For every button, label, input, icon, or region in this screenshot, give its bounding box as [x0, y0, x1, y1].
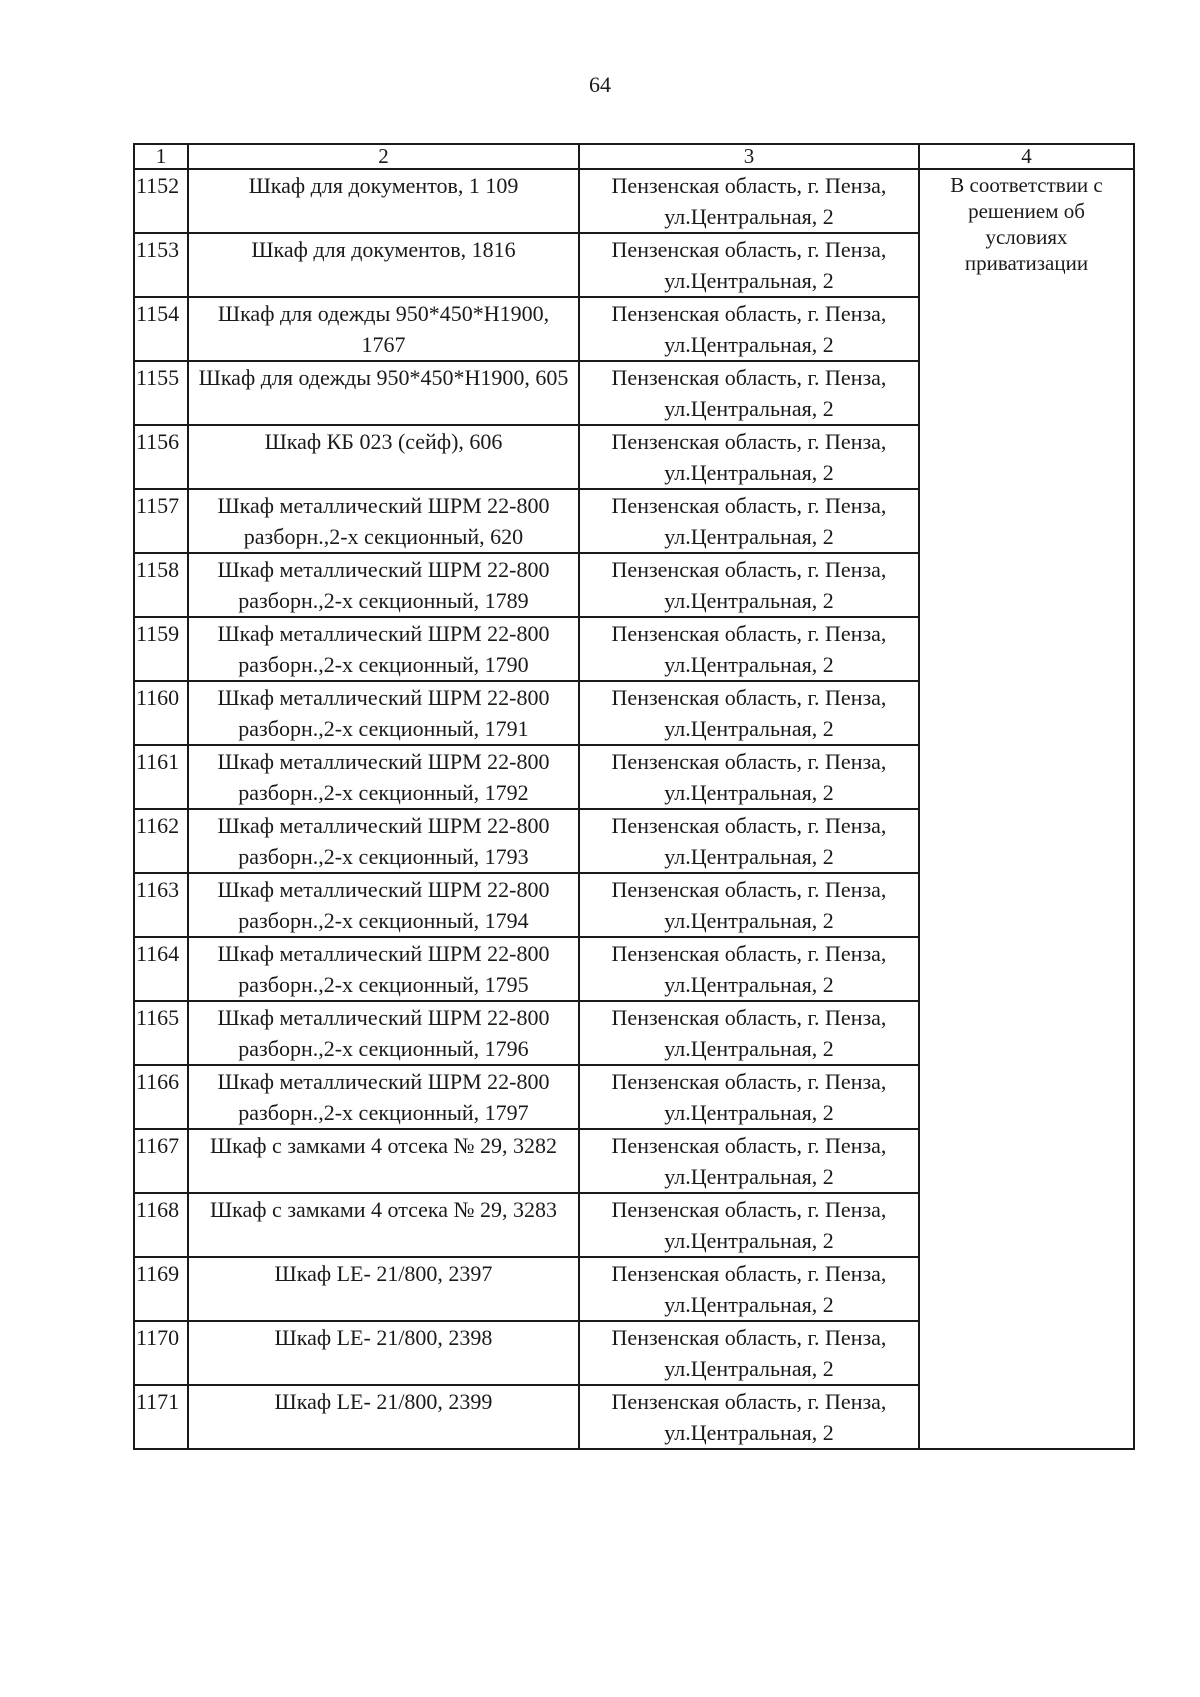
item-name: Шкаф металлический ШРМ 22-800 разборн.,2-х секционный, 1795: [188, 937, 579, 1001]
item-address: Пензенская область, г. Пенза, ул.Центральная, 2: [579, 873, 919, 937]
item-name: Шкаф LE- 21/800, 2397: [188, 1257, 579, 1321]
item-name: Шкаф металлический ШРМ 22-800 разборн.,2-х секционный, 1797: [188, 1065, 579, 1129]
table-header: [134, 144, 1134, 169]
item-address: Пензенская область, г. Пенза, ул.Центральная, 2: [579, 233, 919, 297]
item-address: Пензенская область, г. Пенза, ул.Центральная, 2: [579, 809, 919, 873]
row-number: 1154: [134, 297, 188, 361]
row-number: 1165: [134, 1001, 188, 1065]
page-number: 64: [589, 72, 611, 97]
item-name: Шкаф LE- 21/800, 2398: [188, 1321, 579, 1385]
item-address: Пензенская область, г. Пенза, ул.Центральная, 2: [579, 617, 919, 681]
item-name: Шкаф металлический ШРМ 22-800 разборн.,2-х секционный, 620: [188, 489, 579, 553]
row-number: 1166: [134, 1065, 188, 1129]
item-address: Пензенская область, г. Пенза, ул.Центральная, 2: [579, 681, 919, 745]
item-name: Шкаф с замками 4 отсека № 29, 3283: [188, 1193, 579, 1257]
row-number: 1152: [134, 169, 188, 233]
item-name: Шкаф металлический ШРМ 22-800 разборн.,2-х секционный, 1789: [188, 553, 579, 617]
header-col-2: 2: [188, 144, 579, 169]
item-address: Пензенская область, г. Пенза, ул.Центральная, 2: [579, 1193, 919, 1257]
header-col-1: 1: [134, 144, 188, 169]
row-number: 1158: [134, 553, 188, 617]
item-address: Пензенская область, г. Пенза, ул.Центральная, 2: [579, 169, 919, 233]
item-address: Пензенская область, г. Пенза, ул.Центральная, 2: [579, 1129, 919, 1193]
row-number: 1168: [134, 1193, 188, 1257]
header-col-3: 3: [579, 144, 919, 169]
row-number: 1171: [134, 1385, 188, 1449]
item-address: Пензенская область, г. Пенза, ул.Центральная, 2: [579, 1065, 919, 1129]
item-name: Шкаф металлический ШРМ 22-800 разборн.,2-х секционный, 1790: [188, 617, 579, 681]
header-col-4: 4: [919, 144, 1134, 169]
table-row: [134, 169, 1134, 233]
row-number: 1162: [134, 809, 188, 873]
item-name: Шкаф для документов, 1816: [188, 233, 579, 297]
item-address: Пензенская область, г. Пенза, ул.Центральная, 2: [579, 489, 919, 553]
item-address: Пензенская область, г. Пенза, ул.Центральная, 2: [579, 361, 919, 425]
row-number: 1157: [134, 489, 188, 553]
item-name: Шкаф с замками 4 отсека № 29, 3282: [188, 1129, 579, 1193]
item-address: Пензенская область, г. Пенза, ул.Центральная, 2: [579, 745, 919, 809]
item-address: Пензенская область, г. Пенза, ул.Центральная, 2: [579, 1257, 919, 1321]
item-name: Шкаф LE- 21/800, 2399: [188, 1385, 579, 1449]
item-name: Шкаф металлический ШРМ 22-800 разборн.,2-х секционный, 1792: [188, 745, 579, 809]
item-name: Шкаф для одежды 950*450*Н1900, 1767: [188, 297, 579, 361]
item-name: Шкаф металлический ШРМ 22-800 разборн.,2-х секционный, 1794: [188, 873, 579, 937]
row-number: 1170: [134, 1321, 188, 1385]
item-name: Шкаф металлический ШРМ 22-800 разборн.,2-х секционный, 1791: [188, 681, 579, 745]
item-name: Шкаф для документов, 1 109: [188, 169, 579, 233]
row-number: 1160: [134, 681, 188, 745]
item-address: Пензенская область, г. Пенза, ул.Центральная, 2: [579, 937, 919, 1001]
row-number: 1163: [134, 873, 188, 937]
row-number: 1159: [134, 617, 188, 681]
item-address: Пензенская область, г. Пенза, ул.Центральная, 2: [579, 297, 919, 361]
item-name: Шкаф металлический ШРМ 22-800 разборн.,2-х секционный, 1793: [188, 809, 579, 873]
row-number: 1161: [134, 745, 188, 809]
header-row: [134, 144, 1134, 169]
item-address: Пензенская область, г. Пенза, ул.Центральная, 2: [579, 553, 919, 617]
item-name: Шкаф для одежды 950*450*Н1900, 605: [188, 361, 579, 425]
privatization-note: В соответствии с решением об условиях приватизации: [919, 169, 1134, 1449]
row-number: 1156: [134, 425, 188, 489]
row-number: 1169: [134, 1257, 188, 1321]
item-address: Пензенская область, г. Пенза, ул.Центральная, 2: [579, 1001, 919, 1065]
row-number: 1167: [134, 1129, 188, 1193]
item-name: Шкаф металлический ШРМ 22-800 разборн.,2-х секционный, 1796: [188, 1001, 579, 1065]
row-number: 1153: [134, 233, 188, 297]
item-name: Шкаф КБ 023 (сейф), 606: [188, 425, 579, 489]
item-address: Пензенская область, г. Пенза, ул.Центральная, 2: [579, 1385, 919, 1449]
row-number: 1164: [134, 937, 188, 1001]
item-address: Пензенская область, г. Пенза, ул.Центральная, 2: [579, 1321, 919, 1385]
row-number: 1155: [134, 361, 188, 425]
property-table: [133, 143, 1135, 1450]
table-body: [134, 169, 1134, 1449]
item-address: Пензенская область, г. Пенза, ул.Центральная, 2: [579, 425, 919, 489]
